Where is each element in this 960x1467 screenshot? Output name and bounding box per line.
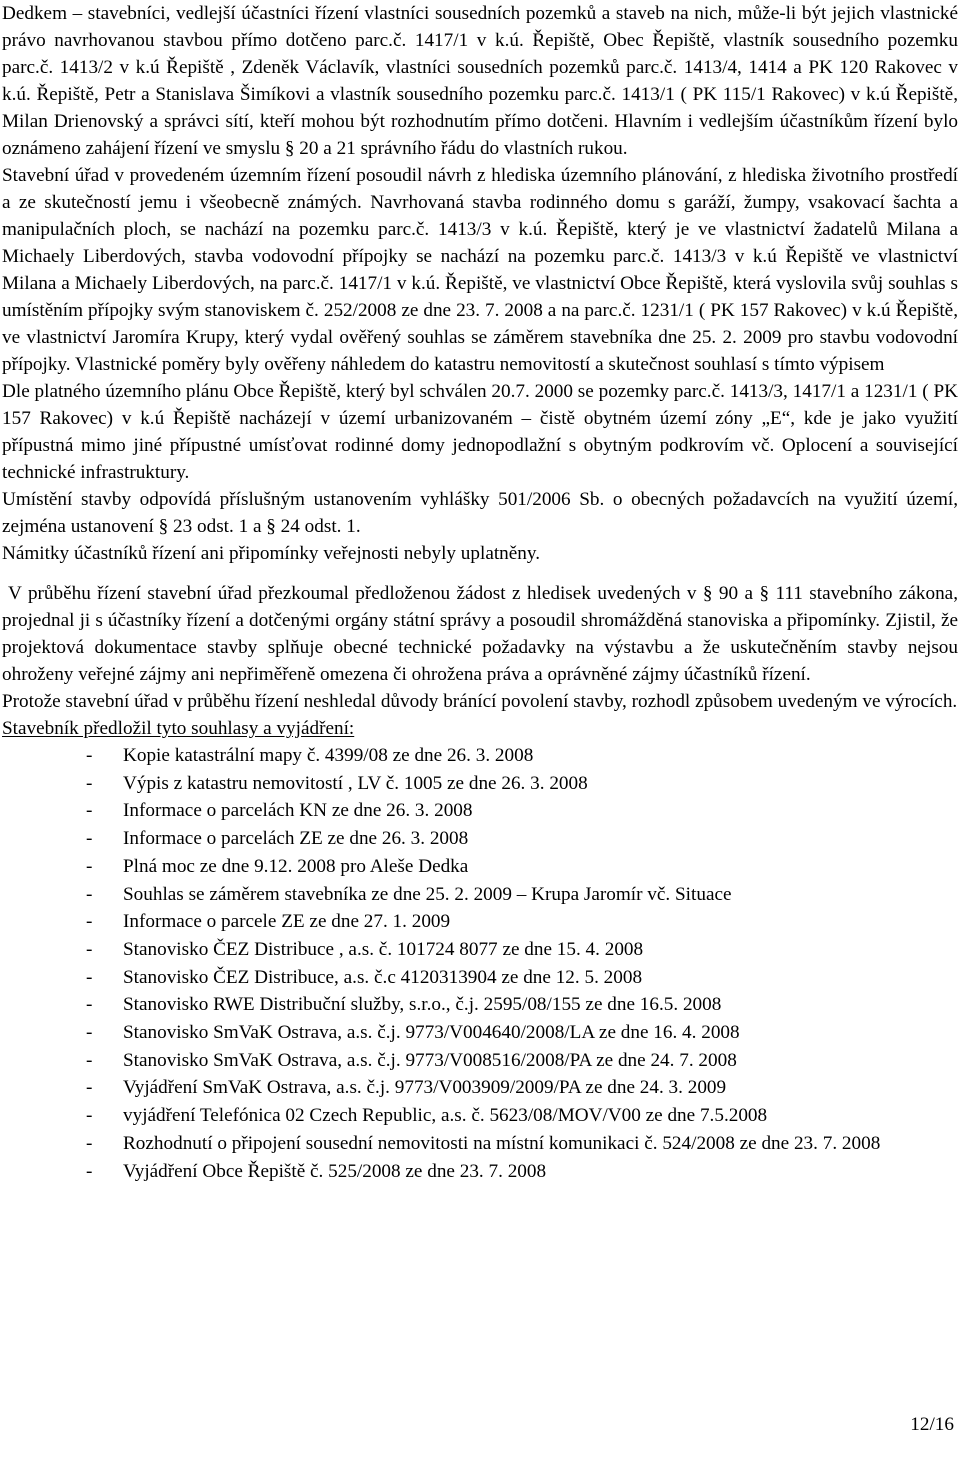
list-item-text: Souhlas se záměrem stavebníka ze dne 25. 2. 2009 – Krupa Jaromír vč. Situace	[123, 883, 732, 905]
list-item	[2, 853, 958, 881]
list-item	[2, 1019, 958, 1047]
list-item-text: Stanovisko SmVaK Ostrava, a.s. č.j. 9773/V004640/2008/LA ze dne 16. 4. 2008	[123, 1022, 740, 1044]
list-item	[2, 825, 958, 853]
list-dash: -	[86, 966, 93, 988]
list-dash: -	[86, 938, 93, 960]
paragraph-decision: Protože stavební úřad v průběhu řízení neshledal důvody bránící povolení stavby, rozhodl způsobem uvedeným ve výrocích.	[2, 691, 958, 712]
list-item	[2, 770, 958, 798]
list-item	[2, 1047, 958, 1075]
list-dash: -	[86, 772, 93, 794]
list-item-text: Informace o parcelách ZE ze dne 26. 3. 2008	[123, 828, 469, 850]
list-item	[2, 1130, 958, 1158]
list-dash: -	[86, 911, 93, 933]
list-heading: Stavebník předložil tyto souhlasy a vyjádření:	[2, 718, 355, 739]
list-dash: -	[86, 1160, 93, 1182]
paragraph-objections: Námitky účastníků řízení ani připomínky veřejnosti nebyly uplatněny.	[2, 543, 541, 564]
list-item-text: Informace o parcele ZE ze dne 27. 1. 2009	[123, 911, 451, 933]
list-item-text: Informace o parcelách KN ze dne 26. 3. 2008	[123, 800, 473, 822]
list-dash: -	[86, 1049, 93, 1071]
list-item	[2, 742, 958, 770]
list-item	[2, 908, 958, 936]
paragraph-regulation: Umístění stavby odpovídá příslušným ustanovením vyhlášky 501/2006 Sb. o obecných požadavcích na využití území, zejména ustanovení § 23 odst. 1 a § 24 odst. 1.	[2, 489, 958, 537]
list-dash: -	[86, 1105, 93, 1127]
list-item	[2, 1158, 958, 1186]
list-item-text: Vyjádření Obce Řepiště č. 525/2008 ze dne 23. 7. 2008	[123, 1160, 547, 1182]
list-dash: -	[86, 883, 93, 905]
list-item-text: Výpis z katastru nemovitostí , LV č. 1005 ze dne 26. 3. 2008	[123, 772, 588, 794]
list-item	[2, 797, 958, 825]
document-list	[2, 742, 958, 1185]
list-item-text: Vyjádření SmVaK Ostrava, a.s. č.j. 9773/V003909/2009/PA ze dne 24. 3. 2009	[123, 1077, 727, 1099]
list-dash: -	[86, 800, 93, 822]
list-dash: -	[86, 1132, 93, 1154]
list-dash: -	[86, 1022, 93, 1044]
list-item	[2, 1102, 958, 1130]
list-item	[2, 1074, 958, 1102]
list-item-text: Stanovisko ČEZ Distribuce, a.s. č.c 4120313904 ze dne 12. 5. 2008	[123, 966, 643, 988]
document-page	[2, 0, 958, 1185]
paragraph-assessment: Stavební úřad v provedeném územním řízení posoudil návrh z hlediska územního plánování, z hlediska životního prostředí a ze skutečností jemu i všeobecně známých. Navrhovaná stavba rodinného domu s garáží, žumpy, vsakovací šachta a manipulačních ploch, se nachází na pozemku parc.č. 1413/3 v k.ú. Řepiště, který je ve vlastnictví žadatelů Milana a Michaely Liberdových, stavba vodovodní přípojky se nachází na pozemku parc.č. 1413/3 v k.ú Řepiště ve vlastnictví Milana a Michaely Liberdových, na parc.č. 1417/1 v k.ú. Řepiště, ve vlastnictví Obce Řepiště, která vyslovila svůj souhlas s umístěním přípojky svým stanoviskem č. 252/2008 ze dne 23. 7. 2008 a na parc.č. 1231/1 ( PK 157 Rakovec) v k.ú Řepiště, ve vlastnictví Jaromíra Krupy, který vydal ověřený souhlas se záměrem stavebníka dne 25. 2. 2009 pro stavbu vodovodní přípojky. Vlastnické poměry byly ověřeny náhledem do katastru nemovitostí a skutečnost souhlasí s tímto výpisem	[2, 165, 958, 375]
list-dash: -	[86, 745, 93, 766]
paragraph-zoning-plan: Dle platného územního plánu Obce Řepiště, který byl schválen 20.7. 2000 se pozemky parc.č. 1413/3, 1417/1 a 1231/1 ( PK 157 Rakovec) v k.ú Řepiště nacházejí v území urbanizovaném – čistě obytném území zóny „E“, kde je jako využití přípustná mimo jiné přípustné umísťovat rodinné domy jednopodlažní s obytným podkrovím vč. Oplocení a související technické infrastruktury.	[2, 381, 958, 483]
list-item-text: vyjádření Telefónica 02 Czech Republic, a.s. č. 5623/08/MOV/V00 ze dne 7.5.2008	[123, 1105, 768, 1127]
page-number: 12/16	[910, 1414, 954, 1435]
list-item-text: Plná moc ze dne 9.12. 2008 pro Aleše Dedka	[123, 855, 469, 877]
list-dash: -	[86, 855, 93, 877]
list-item-text: Kopie katastrální mapy č. 4399/08 ze dne 26. 3. 2008	[123, 745, 534, 766]
list-item	[2, 881, 958, 909]
list-item-text: Stanovisko SmVaK Ostrava, a.s. č.j. 9773/V008516/2008/PA ze dne 24. 7. 2008	[123, 1049, 737, 1071]
list-item-text: Rozhodnutí o připojení sousední nemovitosti na místní komunikaci č. 524/2008 ze dne 23. 7. 2008	[123, 1132, 881, 1154]
list-item	[2, 964, 958, 992]
list-item	[2, 936, 958, 964]
paragraph-review: V průběhu řízení stavební úřad přezkoumal předloženou žádost z hledisek uvedených v § 90 a § 111 stavebního zákona, projednal ji s účastníky řízení a dotčenými orgány státní správy a posoudil shromážděná stanoviska a připomínky. Zjistil, že projektová dokumentace stavby splňuje obecné technické požadavky na výstavbu a že uskutečněním stavby nejsou ohroženy veřejné zájmy ani nepřiměřeně omezena či ohrožena práva a oprávněné zájmy účastníků řízení.	[2, 583, 958, 685]
list-dash: -	[86, 994, 93, 1016]
list-item	[2, 991, 958, 1019]
list-item-text: Stanovisko ČEZ Distribuce , a.s. č. 101724 8077 ze dne 15. 4. 2008	[123, 938, 644, 960]
paragraph-participants: Dedkem – stavebníci, vedlejší účastníci řízení vlastníci sousedních pozemků a staveb na nich, může-li být jejich vlastnické právo navrhovanou stavbou přímo dotčeno parc.č. 1417/1 v k.ú. Řepiště, Obec Řepiště, vlastník sousedního pozemku parc.č. 1413/2 v k.ú Řepiště , Zdeněk Václavík, vlastníci sousedních pozemků parc.č. 1413/4, 1414 a PK 120 Rakovec v k.ú. Řepiště, Petr a Stanislava Šimíkovi a vlastník sousedního pozemku parc.č. 1413/1 ( PK 115/1 Rakovec) v k.ú Řepiště, Milan Drienovský a správci sítí, kteří mohou být rozhodnutím přímo dotčeni. Hlavním i vedlejším účastníkům řízení bylo oznámeno zahájení řízení ve smyslu § 20 a 21 správního řádu do vlastních rukou.	[2, 3, 958, 159]
list-item-text: Stanovisko RWE Distribuční služby, s.r.o., č.j. 2595/08/155 ze dne 16.5. 2008	[123, 994, 722, 1016]
list-dash: -	[86, 828, 93, 850]
list-dash: -	[86, 1077, 93, 1099]
